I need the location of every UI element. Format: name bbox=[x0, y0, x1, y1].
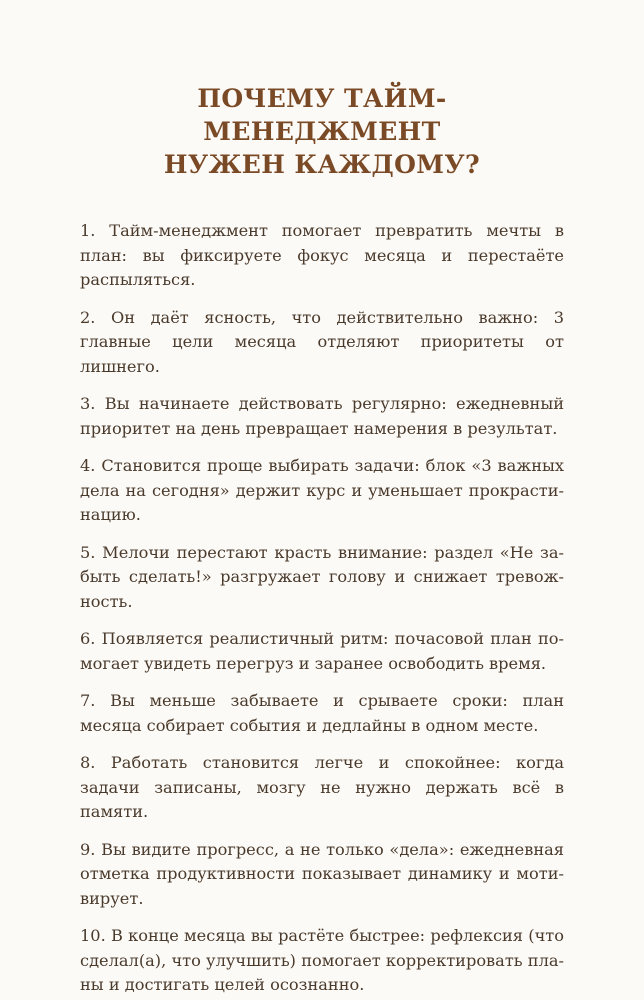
list-item: 1. Тайм-менеджмент помогает превратить мечты в план: вы фиксируете фокус месяца и перестаёте распыляться. bbox=[80, 221, 564, 289]
list-item: 2. Он даёт ясность, что действительно важно: 3 главные цели месяца отделяют приоритеты от лишнего. bbox=[80, 307, 564, 376]
title-line-1: ПОЧЕМУ ТАЙМ-МЕНЕДЖМЕНТ bbox=[197, 84, 447, 146]
list-item: 7. Вы меньше забываете и срываете сроки: план месяца собирает события и дедлайны в одном месте. bbox=[80, 691, 564, 735]
list-item: 10. В конце месяца вы растёте быстрее: рефлексия (что сделал(а), что улучшить) помогает корректировать планы и достигать целей осознанно. bbox=[80, 926, 564, 994]
list-item: 4. Становится проще выбирать задачи: блок «3 важных дела на сегодня» держит курс и уменьшает прокрастинацию. bbox=[80, 456, 564, 524]
list-item: 3. Вы начинаете действовать регулярно: ежедневный приоритет на день превращает намерения в результат. bbox=[80, 394, 564, 438]
page-title bbox=[80, 82, 564, 181]
list-item: 9. Вы видите прогресс, а не только «дела»: ежедневная отметка продуктивности показывает динамику и мотивирует. bbox=[80, 839, 564, 908]
list-item: 6. Появляется реалистичный ритм: почасовой план помогает увидеть перегруз и заранее освободить время. bbox=[80, 629, 564, 673]
list-item: 8. Работать становится легче и спокойнее: когда задачи записаны, мозгу не нужно держать всё в памяти. bbox=[80, 753, 564, 821]
reasons-list bbox=[80, 219, 564, 998]
list-item: 5. Мелочи перестают красть внимание: раздел «Не забыть сделать!» разгружает голову и снижает тревожность. bbox=[80, 542, 564, 611]
title-line-2: НУЖЕН КАЖДОМУ? bbox=[163, 150, 481, 179]
